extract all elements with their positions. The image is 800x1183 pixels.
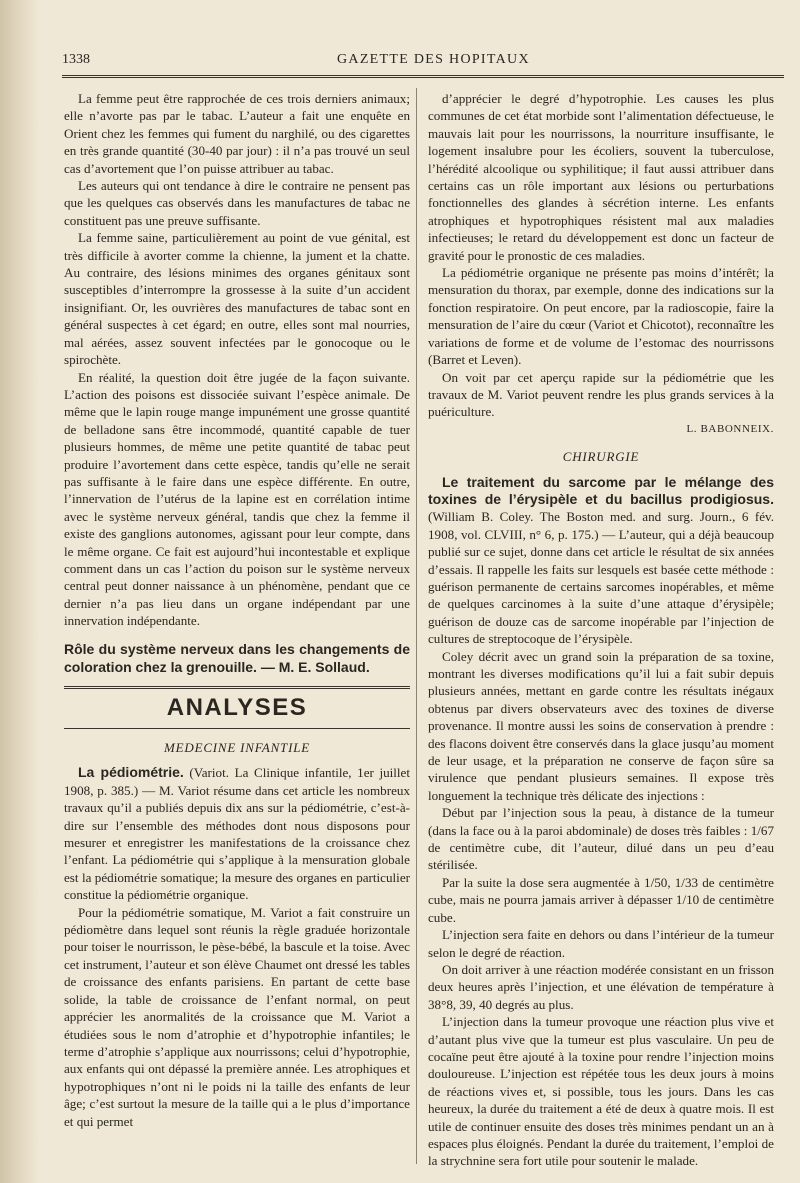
page-spine-shadow (0, 0, 40, 1183)
analysis-item-body: (William B. Coley. The Boston med. and surg. Journ., 6 fév. 1908, vol. CLVIII, n° 6, p. 175.) — L’auteur, qui a déjà beaucoup publié sur ce sujet, donne dans cet article le résultat de six années d’essais. Il rappelle les faits sur lesquels est basée cette méthode : guérison permanente de certains sarcomes inopérables, et même de quelques carcinomes à la suite d’une attaque d’érysipèle; guérison de douze cas de sarcome inopérable par l’injection de cultures de streptocoque de l’érysipèle. (428, 509, 774, 647)
paragraph: L’injection dans la tumeur provoque une réaction plus vive et d’autant plus vive que la tumeur est plus vasculaire. Un peu de cocaïne peut être ajouté à la toxine pour rendre l’injection moins douloureuse. L’injection est répétée tous les deux jours à moins de réactions vives et, si possible, tous les jours. Dans les cas heureux, la durée du traitement a été de deux à quatre mois. Il est utile de continuer ensuite des doses très minimes pendant un an à espaces plus éloignés. Pendant la durée du traitement, l’emploi de la strychnine sera fort utile pour soutenir le malade. (428, 1014, 774, 1169)
rubric-heading: CHIRURGIE (562, 449, 640, 465)
analysis-item (428, 474, 774, 648)
rubric-heading: MEDECINE INFANTILE (164, 740, 310, 755)
paragraph: Pour la pédiométrie somatique, M. Variot a fait construire un pédiomètre dans lequel sont réunis la règle graduée horizontale pour toiser le nourrisson, le pèse-bébé, la bascule et la toise. Avec cet instrument, l’auteur et son élève Chaumet ont dressé les tables de croissance des enfants parisiens. En partant de cette base solide, la table de croissance de l’enfant normal, on peut apprécier les anormalités de la croissance que M. Variot a étudiées sous le nom d’atrophie et d’hypotrophie infantiles; le terme d’atrophie s’applique aux nourrissons; celui d’hypotrophie, aux enfants qui ont dépassé la première année. Les atrophiques et hypotrophiques n’ont ni le poids ni la taille des enfants de leur âge; c’est surtout la mesure de la taille qui a le plus d’importance et qui permet (64, 904, 410, 1129)
paragraph: Les auteurs qui ont tendance à dire le contraire ne pensent pas que les quelques cas observés dans les manufactures de tabac ne constituent pas une preuve suffisante. (64, 178, 410, 228)
section-rule (64, 686, 410, 689)
analysis-item (64, 764, 410, 903)
paragraph: En réalité, la question doit être jugée de la façon suivante. L’action des poisons est dissociée suivant l’espèce animale. De même que le lapin rouge mange impunément une grosse quantité de belladone sans être incommodé, quantité capable de tuer plusieurs hommes, de même une petite quantité de tabac peut produire l’avortement dans cette espèce, tandis qu’elle ne serait pas suffisante à le faire dans une espèce différente. En outre, l’innervation de l’utérus de la lapine est en corrélation intime avec le système nerveux général, tandis que chez la femme il existe des ganglions autonomes, agissant pour leur compte, dans le même organe. Ce fait est aujourd’hui incontestable et explique comment dans un cas l’action du poison sur le système nerveux central peut donner naissance à un phénomène, pendant que ce dernier n’a pas lieu dans un organe indépendant par une innervation indépendante. (64, 369, 410, 629)
subheading: Rôle du système nerveux dans les changements de coloration chez la grenouille. — M. E. Sollaud. (64, 640, 410, 675)
section-rule (64, 728, 410, 729)
paragraph: L’injection sera faite en dehors ou dans l’intérieur de la tumeur selon le degré de réaction. (428, 927, 774, 960)
page-number: 1338 (62, 52, 90, 67)
header-rule (62, 75, 784, 78)
right-column (428, 90, 774, 1170)
paragraph: On voit par cet aperçu rapide sur la pédiométrie que les travaux de M. Variot peuvent rendre les plus grands services à la puériculture. (428, 369, 774, 420)
analysis-item-body: (Variot. La Clinique infantile, 1er juillet 1908, p. 385.) — M. Variot résume dans cet article les nombreux travaux qu’il a publiés depuis dix ans sur la pédiométrie, c’est-à-dire sur l’ensemble des méthodes dont nous disposons pour mesurer et enregistrer les manifestations de la croissance chez l’enfant. La pédiométrie qui s’applique à la mensuration globale est la pédiométrie somatique; la mesure des organes en particulier constitue la pédiométrie organique. (64, 765, 411, 903)
running-title: GAZETTE DES HOPITAUX (337, 52, 530, 67)
paragraph: d’apprécier le degré d’hypotrophie. Les causes les plus communes de cet état morbide sont l’alimentation défectueuse, le mauvais lait pour les nourrissons, la nourriture insuffisante, le logement insalubre pour les écoliers, souvent la tuberculose, l’hérédité alcoolique ou syphilitique; il faut aussi attribuer dans certains cas un rôle important aux lésions ou perturbations fonctionnelles des glandes à sécrétion interne. Les enfants atrophiques et hypotrophiques résistent mal aux maladies infectieuses; le retard du développement est donc un facteur de gravité pour le pronostic de ces maladies. (428, 91, 774, 263)
left-column (64, 90, 410, 1130)
paragraph: Par la suite la dose sera augmentée à 1/50, 1/33 de centimètre cube, mais ne pourra jamais arriver à dépasser 1/10 de centimètre cube. (428, 874, 774, 925)
section-title: ANALYSES (166, 693, 308, 721)
analysis-item-title: Le traitement du sarcome par le mélange des toxines de l’érysipèle et du bacillus prodigiosus. (428, 473, 774, 507)
analysis-item-title: La pédiométrie. (78, 764, 184, 781)
paragraph: Début par l’injection sous la peau, à distance de la tumeur (dans la face ou à la paroi abdominale) de doses très faibles : 1/67 de centimètre cube, dit l’auteur, dilué dans un peu d’eau stérilisée. (428, 805, 774, 873)
paragraph: La femme saine, particulièrement au point de vue génital, est très difficile à avorter comme la chienne, la jument et la chatte. Au contraire, des lésions minimes des organes génitaux sont susceptibles d’interrompre la grossesse à la suite d’un accident insignifiant. Or, les ouvrières des manufactures de tabac sont en général suspectes à cet égard; en outre, elles sont mal nourries, mal aérées, assez souvent infectées par le gonocoque ou le spirochète. (64, 230, 410, 368)
paragraph: Coley décrit avec un grand soin la préparation de sa toxine, montrant les diverses modifications qu’il lui a fait subir depuis plusieurs années, mettant en garde contre les résultats inégaux obtenus par divers observateurs avec des toxines de diverse provenance. Il montre aussi les soins de conservation à prendre : des flacons doivent être conservés dans la glace jusqu’au moment de leur usage, et la préparation ne conserve de façon sûre sa virulence que pendant plusieurs semaines. Il expose très longuement la technique très délicate des injections : (428, 648, 774, 803)
author-signature: L. BABONNEIX. (686, 422, 774, 435)
paragraph: La pédiométrie organique ne présente pas moins d’intérêt; la mensuration du thorax, par exemple, donne des indications sur la fonction respiratoire. On peut encore, par la radioscopie, faire la mensuration de l’aire du cœur (Variot et Chicotot), reconnaître les variations de forme et de volume de l’estomac des nourrissons (Barret et Leven). (428, 265, 774, 368)
page-header (62, 52, 784, 74)
column-divider (416, 88, 417, 1164)
paragraph: La femme peut être rapprochée de ces trois derniers animaux; elle n’avorte pas par le tabac. L’auteur a fait une enquête en Orient chez les femmes qui fument du narghilé, ou des cigarettes en très grande quantité (30-40 par jour) : il n’a pas trouvé un seul cas d’avortement que l’on puisse attribuer au tabac. (64, 91, 410, 176)
paragraph: On doit arriver à une réaction modérée consistant en un frisson deux heures après l’injection, et une élévation de température à 38°8, 39, 40 degrés au plus. (428, 961, 774, 1012)
